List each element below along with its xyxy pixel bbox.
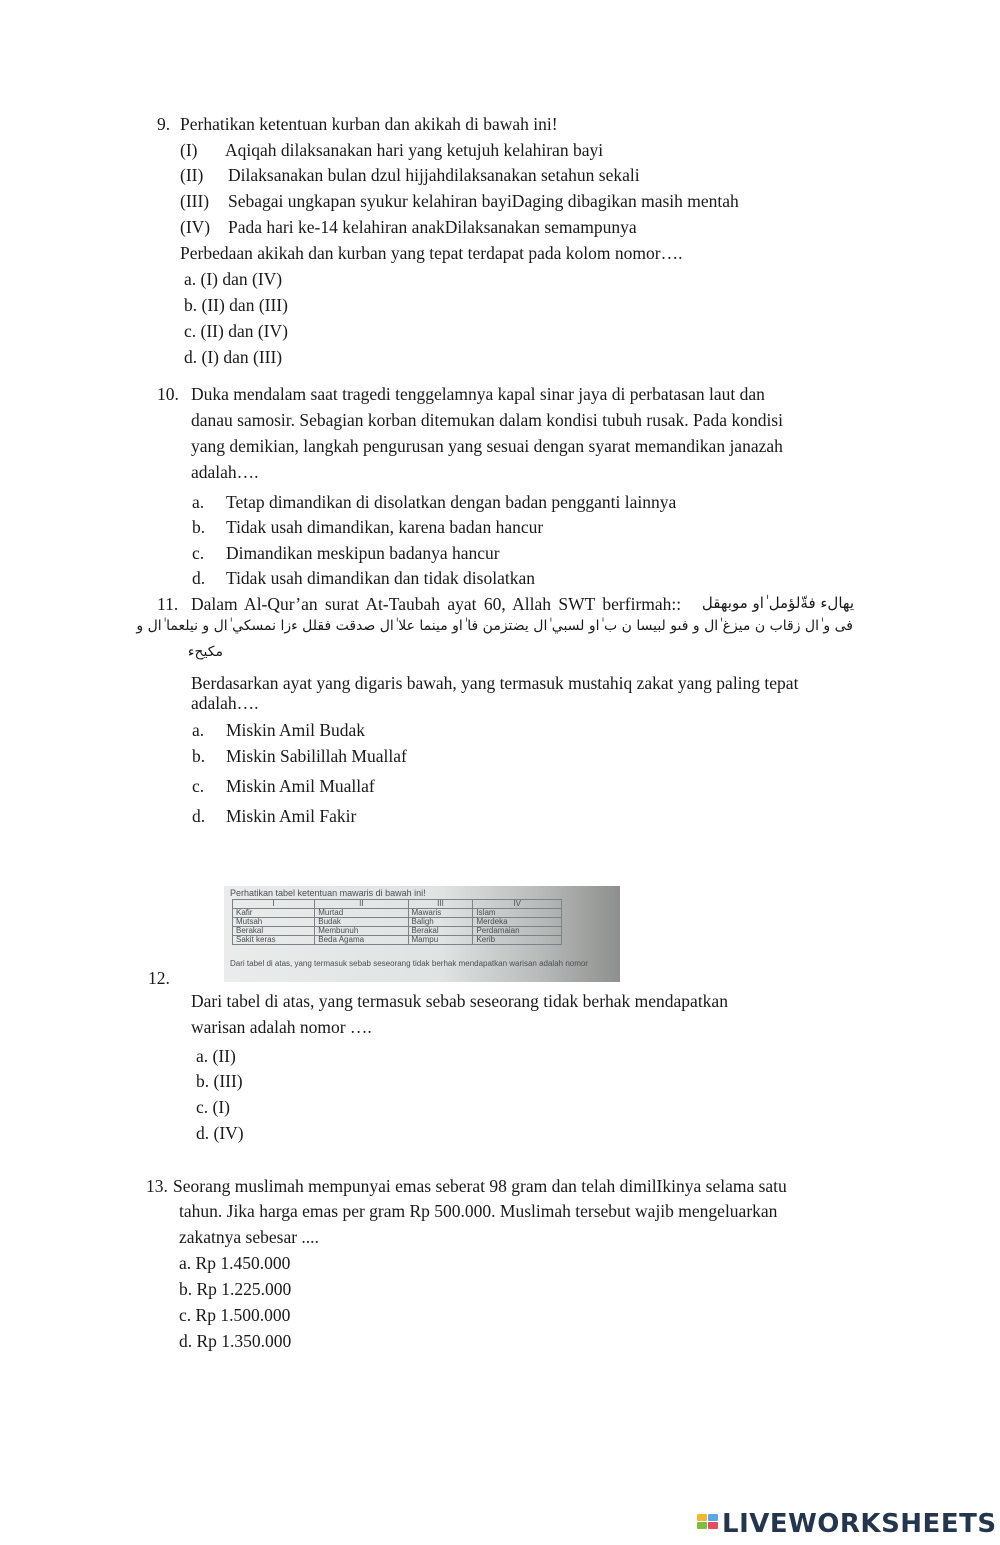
q9-item-label: (I)	[180, 140, 198, 160]
q9-item-label: (IV)	[180, 217, 211, 237]
q9-item-text: Sebagai ungkapan syukur kelahiran bayiDaging dibagikan masih mentah	[228, 191, 739, 211]
table-cell: Perdamaian	[473, 927, 562, 936]
question-13-line: tahun. Jika harga emas per gram Rp 500.000. Muslimah tersebut wajib mengeluarkan	[179, 1201, 778, 1221]
question-10-line: Duka mendalam saat tragedi tenggelamnya kapal sinar jaya di perbatasan laut dan	[191, 384, 765, 404]
question-10-number: 10.	[157, 384, 179, 404]
table-cell: Baligh	[408, 918, 473, 927]
q9-option-d[interactable]: d. (I) dan (III)	[184, 347, 283, 367]
q11-option-b-letter: b.	[192, 746, 206, 766]
q10-option-a[interactable]: Tetap dimandikan di disolatkan dengan badan pengganti lainnya	[226, 492, 677, 512]
question-9-question: Perbedaan akikah dan kurban yang tepat terdapat pada kolom nomor….	[180, 243, 683, 263]
q13-option-b[interactable]: b. Rp 1.225.000	[179, 1279, 292, 1299]
q12-option-b[interactable]: b. (III)	[196, 1071, 243, 1091]
q12-option-d[interactable]: d. (IV)	[196, 1123, 244, 1143]
table-header: I	[233, 900, 315, 909]
q10-option-d[interactable]: Tidak usah dimandikan dan tidak disolatkan	[226, 568, 535, 588]
table-header-row	[233, 900, 562, 909]
q11-option-c[interactable]: Miskin Amil Muallaf	[226, 776, 375, 796]
question-13-number: 13.	[146, 1176, 168, 1196]
table-cell: Kerib	[473, 936, 562, 945]
table-cell: Budak	[315, 918, 408, 927]
q10-option-c-letter: c.	[192, 543, 205, 563]
q10-option-b-letter: b.	[192, 517, 206, 537]
table-cell: Islam	[473, 909, 562, 918]
question-11-number: 11.	[157, 594, 179, 614]
table-cell: Sakit keras	[233, 936, 315, 945]
q11-option-c-letter: c.	[192, 776, 205, 796]
table-header: IV	[473, 900, 562, 909]
q11-option-d[interactable]: Miskin Amil Fakir	[226, 806, 357, 826]
inheritance-table-photo	[224, 886, 620, 982]
q11-option-b[interactable]: Miskin Sabilillah Muallaf	[226, 746, 407, 766]
question-9-stem: Perhatikan ketentuan kurban dan akikah di bawah ini!	[180, 114, 558, 134]
table-row	[233, 909, 562, 918]
question-13-line: Seorang muslimah mempunyai emas seberat 98 gram dan telah dimilIkinya selama satu	[173, 1176, 787, 1196]
table-cell: Mampu	[408, 936, 473, 945]
table-cell: Beda Agama	[315, 936, 408, 945]
q10-option-d-letter: d.	[192, 568, 206, 588]
table-row	[233, 936, 562, 945]
table-header: III	[408, 900, 473, 909]
q12-option-a[interactable]: a. (II)	[196, 1046, 236, 1066]
table-cell: Membunuh	[315, 927, 408, 936]
q10-option-a-letter: a.	[192, 492, 205, 512]
q11-option-a-letter: a.	[192, 720, 205, 740]
q9-item-label: (III)	[180, 191, 210, 211]
q9-item-text: Pada hari ke-14 kelahiran anakDilaksanakan semampunya	[228, 217, 637, 237]
q9-item-label: (II)	[180, 165, 204, 185]
question-9-number: 9.	[157, 114, 171, 134]
photo-footer: Dari tabel di atas, yang termasuk sebab seseorang tidak berhak mendapatkan warisan adalah nomor	[230, 959, 588, 968]
arabic-verse-line-3: مكيحء	[187, 644, 223, 660]
arabic-verse-line-2: فى و ٰال زقاب ن ميزغ ٰال و فىو لبيسا ن ب ٰاو لسبي ٰال يضتزمن فا ٰاو مينما علا ٰال صدقت فقلل ءزا نمسكي ٰال و نيلعما ٰال و	[136, 618, 853, 634]
photo-caption: Perhatikan tabel ketentuan mawaris di bawah ini!	[230, 888, 426, 898]
liveworksheets-logo[interactable]	[697, 1509, 997, 1539]
table-header: II	[315, 900, 408, 909]
q9-item-text: Aqiqah dilaksanakan hari yang ketujuh kelahiran bayi	[225, 140, 604, 160]
table-cell: Mutsah	[233, 918, 315, 927]
q13-option-a[interactable]: a. Rp 1.450.000	[179, 1253, 291, 1273]
question-11-question: adalah….	[191, 693, 259, 713]
q11-option-d-letter: d.	[192, 806, 206, 826]
arabic-verse-line-1: يهالء فةّلؤمل ٰاو موبهقل	[701, 594, 854, 612]
q9-option-c[interactable]: c. (II) dan (IV)	[184, 321, 288, 341]
q9-option-b[interactable]: b. (II) dan (III)	[184, 295, 288, 315]
q11-option-a[interactable]: Miskin Amil Budak	[226, 720, 366, 740]
question-12-number: 12.	[148, 968, 170, 988]
logo-text: LIVEWORKSHEETS	[722, 1509, 997, 1539]
q10-option-c[interactable]: Dimandikan meskipun badanya hancur	[226, 543, 500, 563]
q9-option-a[interactable]: a. (I) dan (IV)	[184, 269, 283, 289]
question-11-stem: Dalam Al-Qur’an surat At-Taubah ayat 60, Allah SWT berfirmah::	[191, 594, 682, 614]
table-cell: Mawaris	[408, 909, 473, 918]
question-10-line: danau samosir. Sebagian korban ditemukan dalam kondisi tubuh rusak. Pada kondisi	[191, 410, 783, 430]
q12-option-c[interactable]: c. (I)	[196, 1097, 231, 1117]
question-12-line: warisan adalah nomor ….	[191, 1017, 372, 1037]
q13-option-d[interactable]: d. Rp 1.350.000	[179, 1331, 292, 1351]
question-12-line: Dari tabel di atas, yang termasuk sebab seseorang tidak berhak mendapatkan	[191, 991, 728, 1011]
inheritance-table	[232, 899, 562, 945]
q9-item-text: Dilaksanakan bulan dzul hijjahdilaksanakan setahun sekali	[228, 165, 640, 185]
table-cell: Berakal	[233, 927, 315, 936]
q13-option-c[interactable]: c. Rp 1.500.000	[179, 1305, 291, 1325]
table-cell: Merdeka	[473, 918, 562, 927]
question-13-line: zakatnya sebesar ....	[179, 1227, 319, 1247]
question-10-line: yang demikian, langkah pengurusan yang sesuai dengan syarat memandikan janazah	[191, 436, 783, 456]
question-11-question: Berdasarkan ayat yang digaris bawah, yang termasuk mustahiq zakat yang paling tepat	[191, 673, 799, 693]
table-row	[233, 927, 562, 936]
question-10-line: adalah….	[191, 462, 259, 482]
logo-mark-icon	[697, 1512, 719, 1536]
q10-option-b[interactable]: Tidak usah dimandikan, karena badan hancur	[226, 517, 544, 537]
table-cell: Murtad	[315, 909, 408, 918]
table-cell: Kafir	[233, 909, 315, 918]
table-cell: Berakal	[408, 927, 473, 936]
